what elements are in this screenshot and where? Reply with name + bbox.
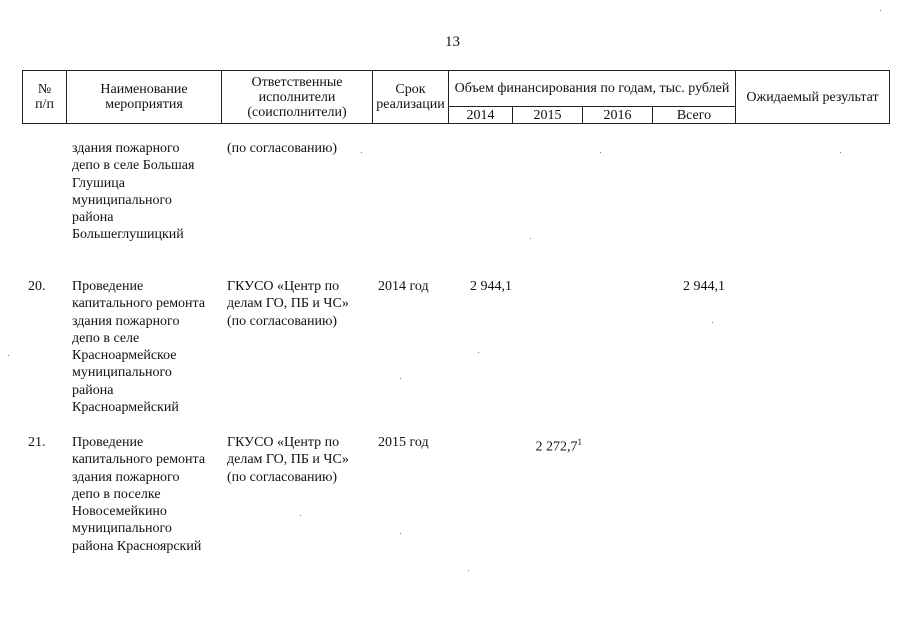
row-executors: ГКУСО «Центр по делам ГО, ПБ и ЧС» (по согласованию) (227, 279, 349, 329)
scan-speck (300, 515, 301, 516)
scan-speck (530, 238, 531, 239)
header-term: Срок реализации (373, 71, 449, 124)
row-activity-name: Проведение капитального ремонта здания пожарного депо в селе Красноармейское муниципального района Красноармейский (72, 279, 206, 416)
scan-speck (468, 570, 469, 571)
scan-speck (600, 152, 601, 153)
header-num-pp: п/п (35, 97, 54, 112)
header-funding: Объем финансирования по годам, тыс. рублей (449, 71, 736, 107)
header-total: Всего (653, 107, 736, 124)
table-row (22, 140, 889, 278)
row-activity-name: Проведение капитального ремонта здания пожарного депо в поселке Новосемейкино муниципального района Красноярский (72, 435, 206, 554)
scan-speck (400, 378, 401, 379)
footnote-mark: 1 (577, 437, 582, 447)
table-body (22, 140, 889, 574)
row-term: 2015 год (378, 435, 429, 450)
table-row (22, 278, 889, 434)
scan-speck (880, 10, 881, 11)
header-year-2016: 2016 (583, 107, 653, 124)
scan-speck (478, 352, 479, 353)
header-result: Ожидаемый результат (736, 71, 890, 124)
header-name: Наименование мероприятия (67, 71, 222, 124)
row-amount-2015-value: 2 272,7 (535, 439, 578, 455)
table-header (22, 70, 890, 124)
scan-speck (8, 355, 9, 356)
page-number: 13 (445, 34, 460, 50)
scan-speck (840, 152, 841, 153)
row-executors: (по согласованию) (227, 141, 338, 156)
scan-speck (400, 533, 401, 534)
scan-speck (712, 322, 713, 323)
table-row (22, 434, 889, 574)
row-number: 21. (28, 435, 46, 450)
header-num (23, 71, 67, 124)
row-term: 2014 год (378, 279, 429, 294)
row-number: 20. (28, 279, 46, 294)
header-num-sign: № (37, 82, 52, 97)
scan-speck (361, 152, 362, 153)
row-executors: ГКУСО «Центр по делам ГО, ПБ и ЧС» (по согласованию) (227, 435, 349, 485)
header-year-2015: 2015 (513, 107, 583, 124)
row-activity-name: здания пожарного депо в селе Большая Глушица муниципального района Большеглушицкий (72, 141, 195, 243)
header-year-2014: 2014 (449, 107, 513, 124)
row-amount-2015 (512, 434, 582, 456)
header-executors: Ответственные исполнители (соисполнители) (222, 71, 373, 124)
row-amount-2014: 2 944,1 (470, 279, 512, 294)
row-amount-total: 2 944,1 (683, 279, 725, 294)
